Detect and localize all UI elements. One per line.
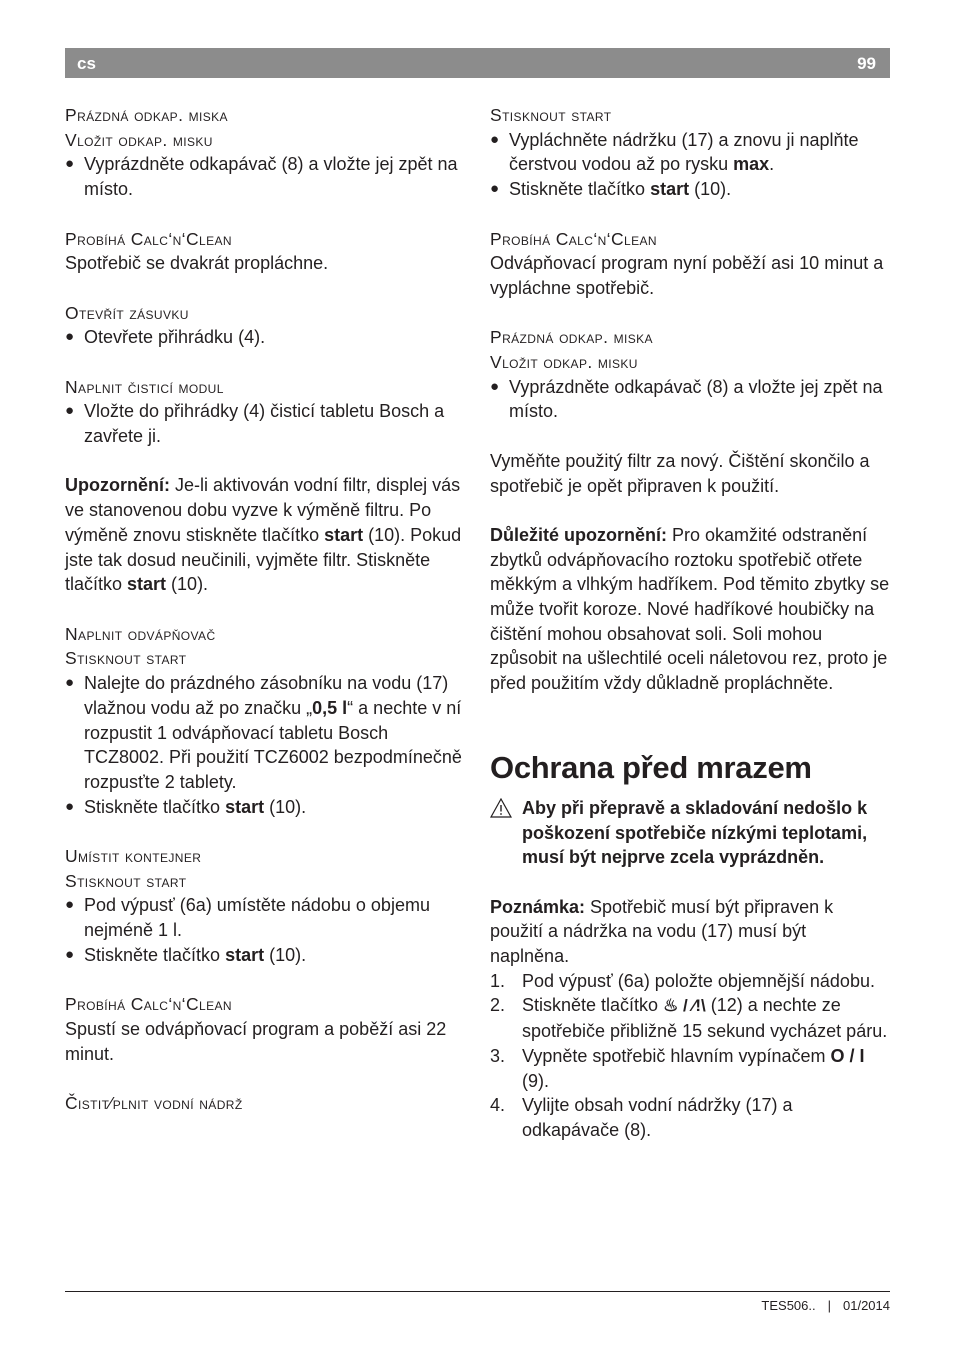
display-message: Umístit kontejner	[65, 846, 202, 866]
display-message: Vložit odkap. misku	[65, 129, 213, 150]
bullet-item: ● Nalejte do prázdného zásobníku na vodu (17) vlažnou vodu až po značku „0,5 l“ a nechte v ní rozpustit 1 odvápňovací tabletu Bosch TCZ8002. Při použití TCZ6002 bezpodmínečně rozpusťte 2 tablety.	[65, 671, 465, 795]
display-message: Probíhá Calc‘n‘Clean	[65, 228, 232, 249]
important-label: Důležité upozornění:	[490, 524, 667, 545]
step-item: 4. Vylijte obsah vodní nádržky (17) a odkapávače (8).	[490, 1095, 793, 1140]
bullet-item: ● Pod výpusť (6a) umístěte nádobu o objemu nejméně 1 l.	[65, 893, 465, 942]
remark-paragraph: Poznámka: Spotřebič musí být připraven k použití a nádržka na vodu (17) musí být naplněna.	[490, 896, 834, 967]
paragraph: Odvápňovací program nyní poběží asi 10 minut a vypláchne spotřebič.	[490, 253, 884, 298]
display-message: Naplnit odvápňovač	[65, 623, 216, 644]
important-note: Důležité upozornění: Pro okamžité odstranění zbytků odvápňovacího roztoku spotřebič otřete měkkým a vlhkým hadříkem. Pod těmito zbytky se může tvořit koroze. Nové hadříkové houbičky na čištění mohou obsahovat soli. Soli mohou způsobit na ušlechtilé oceli náletovou rez, proto je před použitím vždy důkladně propláchněte.	[490, 524, 890, 694]
bullet-item: ● Vyprázdněte odkapávač (8) a vložte jej zpět na místo.	[65, 152, 465, 201]
display-message: Stisknout start	[490, 105, 612, 125]
remark-label: Poznámka:	[490, 896, 586, 917]
display-message: Naplnit čisticí modul	[65, 376, 224, 397]
bullet-item: ● Vyprázdněte odkapávač (8) a vložte jej zpět na místo.	[490, 375, 890, 424]
section-heading: Ochrana před mrazem	[490, 749, 812, 785]
left-column	[65, 103, 465, 1116]
warning-icon	[490, 798, 512, 818]
bullet-item: ● Stiskněte tlačítko start (10).	[490, 177, 890, 202]
page-number: 99	[857, 54, 876, 73]
display-message: Probíhá Calc‘n‘Clean	[65, 994, 232, 1015]
display-message: Čistit⁄plnit vodní nádrž	[65, 1093, 243, 1113]
paragraph: Vyměňte použitý filtr za nový. Čištění skončilo a spotřebič je opět připraven k použití.	[490, 450, 870, 496]
power-symbol: O / I	[830, 1045, 865, 1066]
language-code: cs	[77, 54, 96, 73]
display-message: Probíhá Calc‘n‘Clean	[490, 228, 657, 249]
display-message: Otevřít zásuvku	[65, 302, 189, 323]
bullet-item: ● Otevřete přihrádku (4).	[65, 325, 465, 350]
step-item: 1. Pod výpusť (6a) položte objemnější nádobu.	[490, 970, 875, 991]
display-message: Stisknout start	[65, 870, 187, 891]
display-message: Vložit odkap. misku	[490, 352, 638, 372]
bullet-item: ● Stiskněte tlačítko start (10).	[65, 943, 465, 968]
step-item: 3. Vypněte spotřebič hlavním vypínačem O / I (9).	[490, 1045, 865, 1091]
note-paragraph: Upozornění: Je-li aktivován vodní filtr, displej vás ve stanovenou dobu vyzve k výměně filtru. Po výměně znovu stiskněte tlačítko start (10). Pokud jste tak dosud neučinili, vyjměte filtr. Stiskněte tlačítko start (10).	[65, 475, 462, 595]
header-bar	[65, 48, 890, 78]
bullet-item: ● Vypláchněte nádržku (17) a znovu ji naplňte čerstvou vodou až po rysku max.	[490, 128, 890, 177]
paragraph: Spotřebič se dvakrát propláchne.	[65, 253, 329, 274]
display-message: Prázdná odkap. miska	[490, 327, 653, 348]
bullet-item: ● Stiskněte tlačítko start (10).	[65, 795, 465, 820]
footer-rule	[65, 1291, 890, 1292]
right-column	[490, 103, 890, 1143]
steam-symbol: ♨ / ⁄!\	[663, 996, 706, 1016]
step-item: 2. Stiskněte tlačítko ♨ / ⁄!\ (12) a nechte ze spotřebiče přibližně 15 sekund vycházet páru.	[490, 995, 888, 1042]
display-message: Prázdná odkap. miska	[65, 105, 228, 125]
model-number: TES506..	[761, 1298, 816, 1313]
bullet-item: ● Vložte do přihrádky (4) čisticí tabletu Bosch a zavřete ji.	[65, 399, 465, 448]
paragraph: Spustí se odvápňovací program a poběží asi 22 minut.	[65, 1018, 447, 1064]
warning-block: Aby při přepravě a skladování nedošlo k poškození spotřebiče nízkými teplotami, musí být nejprve zcela vyprázdněn.	[490, 796, 890, 870]
date: 01/2014	[843, 1298, 890, 1313]
note-label: Upozornění:	[65, 475, 170, 496]
footer: TES506.. | 01/2014	[761, 1298, 890, 1313]
display-message: Stisknout start	[65, 648, 187, 669]
